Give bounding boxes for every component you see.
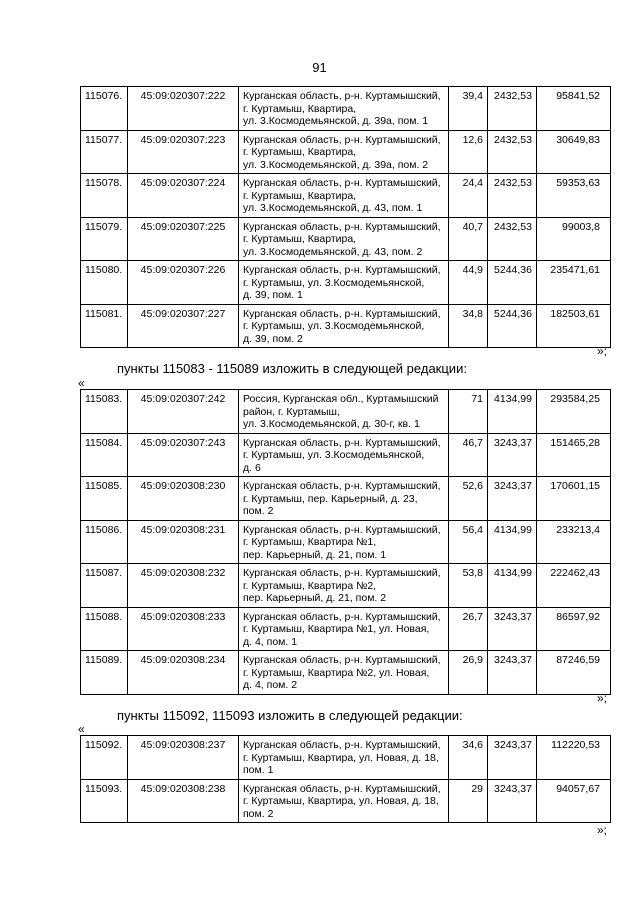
cost-cell: 30649,83 bbox=[537, 130, 611, 174]
rate-cell: 3243,37 bbox=[488, 433, 537, 477]
address-line: д. 6 bbox=[243, 461, 261, 474]
table-row bbox=[81, 87, 611, 131]
cadastral-number-cell: 45:09:020307:227 bbox=[128, 304, 239, 348]
area-cell: 26,7 bbox=[449, 607, 488, 651]
rate-cell: 4134,99 bbox=[488, 390, 537, 434]
address-line: Курганская область, р-н. Куртамышский, bbox=[243, 567, 441, 579]
item-number-cell: 115078. bbox=[81, 174, 128, 218]
address-line: г. Куртамыш, Квартира, ул. Новая, д. 18, bbox=[243, 795, 439, 807]
address-line: Курганская область, р-н. Куртамышский, bbox=[243, 133, 441, 146]
cadastral-number-cell: 45:09:020308:230 bbox=[128, 477, 239, 521]
address-line: г. Куртамыш, Квартира №1, bbox=[243, 536, 377, 548]
address-line: ул. 3.Космодемьянской, д. 43, пом. 2 bbox=[243, 245, 423, 258]
rate-cell: 2432,53 bbox=[488, 217, 537, 261]
address-line: пер. Карьерный, д. 21, пом. 2 bbox=[243, 592, 387, 604]
address-line: Курганская область, р-н. Куртамышский, bbox=[243, 177, 441, 189]
item-number-cell: 115087. bbox=[81, 564, 128, 608]
cost-cell: 151465,28 bbox=[537, 433, 611, 477]
table-row bbox=[81, 477, 611, 521]
item-number-cell: 115079. bbox=[81, 217, 128, 261]
item-number-cell: 115093. bbox=[81, 779, 128, 823]
area-cell: 39,4 bbox=[449, 87, 488, 131]
item-number-cell: 115084. bbox=[81, 433, 128, 477]
address-cell bbox=[239, 520, 449, 564]
address-line: г. Куртамыш, Квартира, bbox=[243, 189, 357, 202]
rate-cell: 2432,53 bbox=[488, 130, 537, 174]
amendment-intro-3: пункты 115092, 115093 изложить в следующей редакции: bbox=[117, 708, 463, 723]
closing-quote-1: »; bbox=[596, 344, 607, 358]
area-cell: 29 bbox=[449, 779, 488, 823]
cost-cell: 94057,67 bbox=[537, 779, 611, 823]
opening-quote-2: « bbox=[78, 376, 85, 390]
address-line: д. 4, пом. 2 bbox=[243, 679, 298, 691]
address-line: пом. 2 bbox=[243, 807, 274, 820]
address-line: пер. Карьерный, д. 21, пом. 1 bbox=[243, 548, 387, 561]
address-line: г. Куртамыш, ул. 3.Космодемьянской, bbox=[243, 449, 425, 461]
address-line: д. 39, пом. 2 bbox=[243, 332, 303, 345]
table-row bbox=[81, 736, 611, 780]
address-line: Курганская область, р-н. Куртамышский, bbox=[243, 523, 441, 536]
item-number-cell: 115083. bbox=[81, 390, 128, 434]
cadastral-number-cell: 45:09:020308:234 bbox=[128, 651, 239, 695]
cadastral-number-cell: 45:09:020308:237 bbox=[128, 736, 239, 780]
address-cell bbox=[239, 564, 449, 608]
cost-cell: 112220,53 bbox=[537, 736, 611, 780]
address-line: д. 39, пом. 1 bbox=[243, 289, 303, 301]
cost-cell: 99003,8 bbox=[537, 217, 611, 261]
item-number-cell: 115076. bbox=[81, 87, 128, 131]
item-number-cell: 115092. bbox=[81, 736, 128, 780]
cadastral-number-cell: 45:09:020307:223 bbox=[128, 130, 239, 174]
cost-cell: 233213,4 bbox=[537, 520, 611, 564]
cost-cell: 222462,43 bbox=[537, 564, 611, 608]
area-cell: 12,6 bbox=[449, 130, 488, 174]
address-line: Курганская область, р-н. Куртамышский, bbox=[243, 739, 441, 751]
rate-cell: 3243,37 bbox=[488, 477, 537, 521]
address-line: пом. 1 bbox=[243, 764, 274, 776]
address-line: Россия, Курганская обл., Куртамышский bbox=[243, 393, 439, 405]
address-cell bbox=[239, 433, 449, 477]
cadastral-number-cell: 45:09:020307:242 bbox=[128, 390, 239, 434]
cadastral-number-cell: 45:09:020307:243 bbox=[128, 433, 239, 477]
address-line: д. 4, пом. 1 bbox=[243, 635, 298, 648]
rate-cell: 3243,37 bbox=[488, 736, 537, 780]
area-cell: 40,7 bbox=[449, 217, 488, 261]
area-cell: 44,9 bbox=[449, 261, 488, 305]
amendment-intro-2: пункты 115083 - 115089 изложить в следующей редакции: bbox=[117, 361, 467, 376]
table-row bbox=[81, 217, 611, 261]
cost-cell: 182503,61 bbox=[537, 304, 611, 348]
cost-cell: 293584,25 bbox=[537, 390, 611, 434]
address-line: Курганская область, р-н. Куртамышский, bbox=[243, 90, 441, 102]
address-line: Курганская область, р-н. Куртамышский, bbox=[243, 480, 441, 492]
address-line: Курганская область, р-н. Куртамышский, bbox=[243, 782, 441, 795]
item-number-cell: 115077. bbox=[81, 130, 128, 174]
cost-cell: 235471,61 bbox=[537, 261, 611, 305]
address-line: Курганская область, р-н. Куртамышский, bbox=[243, 307, 441, 320]
cost-cell: 59353,63 bbox=[537, 174, 611, 218]
address-cell bbox=[239, 607, 449, 651]
address-line: Курганская область, р-н. Куртамышский, bbox=[243, 220, 441, 233]
address-line: Курганская область, р-н. Куртамышский, bbox=[243, 610, 441, 623]
item-number-cell: 115089. bbox=[81, 651, 128, 695]
rate-cell: 2432,53 bbox=[488, 87, 537, 131]
property-table-1 bbox=[80, 86, 611, 348]
address-line: ул. 3.Космодемьянской, д. 39а, пом. 2 bbox=[243, 158, 429, 171]
address-cell bbox=[239, 651, 449, 695]
address-cell bbox=[239, 736, 449, 780]
opening-quote-3: « bbox=[78, 722, 85, 736]
address-line: Курганская область, р-н. Куртамышский, bbox=[243, 264, 441, 276]
address-cell bbox=[239, 779, 449, 823]
closing-quote-3: »; bbox=[596, 823, 607, 837]
area-cell: 34,6 bbox=[449, 736, 488, 780]
rate-cell: 3243,37 bbox=[488, 651, 537, 695]
rate-cell: 5244,36 bbox=[488, 304, 537, 348]
item-number-cell: 115086. bbox=[81, 520, 128, 564]
address-line: ул. 3.Космодемьянской, д. 39а, пом. 1 bbox=[243, 115, 429, 127]
address-line: Курганская область, р-н. Куртамышский, bbox=[243, 654, 441, 666]
cadastral-number-cell: 45:09:020307:226 bbox=[128, 261, 239, 305]
item-number-cell: 115088. bbox=[81, 607, 128, 651]
rate-cell: 3243,37 bbox=[488, 779, 537, 823]
rate-cell: 5244,36 bbox=[488, 261, 537, 305]
table-row bbox=[81, 607, 611, 651]
rate-cell: 3243,37 bbox=[488, 607, 537, 651]
table-row bbox=[81, 174, 611, 218]
table-row bbox=[81, 651, 611, 695]
address-line: г. Куртамыш, пер. Карьерный, д. 23, bbox=[243, 492, 418, 505]
table-row bbox=[81, 564, 611, 608]
cadastral-number-cell: 45:09:020308:232 bbox=[128, 564, 239, 608]
cadastral-number-cell: 45:09:020307:222 bbox=[128, 87, 239, 131]
address-line: ул. 3.Космодемьянской, д. 30-г, кв. 1 bbox=[243, 418, 420, 430]
cost-cell: 87246,59 bbox=[537, 651, 611, 695]
item-number-cell: 115080. bbox=[81, 261, 128, 305]
area-cell: 56,4 bbox=[449, 520, 488, 564]
address-line: пом. 2 bbox=[243, 505, 274, 517]
area-cell: 53,8 bbox=[449, 564, 488, 608]
address-line: ул. 3.Космодемьянской, д. 43, пом. 1 bbox=[243, 202, 423, 214]
address-cell bbox=[239, 304, 449, 348]
property-table-2 bbox=[80, 389, 611, 695]
cost-cell: 170601,15 bbox=[537, 477, 611, 521]
address-cell bbox=[239, 174, 449, 218]
page-number: 91 bbox=[312, 60, 327, 75]
address-line: г. Куртамыш, ул. 3.Космодемьянской, bbox=[243, 320, 425, 332]
area-cell: 24,4 bbox=[449, 174, 488, 218]
area-cell: 34,8 bbox=[449, 304, 488, 348]
cadastral-number-cell: 45:09:020308:231 bbox=[128, 520, 239, 564]
cost-cell: 86597,92 bbox=[537, 607, 611, 651]
address-cell bbox=[239, 261, 449, 305]
area-cell: 46,7 bbox=[449, 433, 488, 477]
area-cell: 52,6 bbox=[449, 477, 488, 521]
address-line: г. Куртамыш, Квартира, bbox=[243, 233, 357, 245]
table-row bbox=[81, 779, 611, 823]
cadastral-number-cell: 45:09:020307:225 bbox=[128, 217, 239, 261]
address-line: район, г. Куртамыш, bbox=[243, 405, 340, 418]
address-line: г. Куртамыш, ул. 3.Космодемьянской, bbox=[243, 276, 425, 289]
area-cell: 26,9 bbox=[449, 651, 488, 695]
address-line: Курганская область, р-н. Куртамышский, bbox=[243, 436, 441, 449]
area-cell: 71 bbox=[449, 390, 488, 434]
item-number-cell: 115081. bbox=[81, 304, 128, 348]
cost-cell: 95841,52 bbox=[537, 87, 611, 131]
address-line: г. Куртамыш, Квартира №2, bbox=[243, 579, 377, 592]
address-line: г. Куртамыш, Квартира, ул. Новая, д. 18, bbox=[243, 751, 439, 764]
closing-quote-2: »; bbox=[596, 691, 607, 705]
address-cell bbox=[239, 87, 449, 131]
address-line: г. Куртамыш, Квартира, bbox=[243, 146, 357, 158]
address-cell bbox=[239, 217, 449, 261]
table-row bbox=[81, 304, 611, 348]
address-line: г. Куртамыш, Квартира №2, ул. Новая, bbox=[243, 666, 430, 679]
table-row bbox=[81, 520, 611, 564]
address-cell bbox=[239, 390, 449, 434]
cadastral-number-cell: 45:09:020308:238 bbox=[128, 779, 239, 823]
rate-cell: 4134,99 bbox=[488, 520, 537, 564]
cadastral-number-cell: 45:09:020308:233 bbox=[128, 607, 239, 651]
table-row bbox=[81, 390, 611, 434]
address-line: г. Куртамыш, Квартира №1, ул. Новая, bbox=[243, 623, 430, 635]
table-row bbox=[81, 433, 611, 477]
table-row bbox=[81, 261, 611, 305]
address-line: г. Куртамыш, Квартира, bbox=[243, 102, 357, 115]
cadastral-number-cell: 45:09:020307:224 bbox=[128, 174, 239, 218]
item-number-cell: 115085. bbox=[81, 477, 128, 521]
rate-cell: 4134,99 bbox=[488, 564, 537, 608]
address-cell bbox=[239, 130, 449, 174]
address-cell bbox=[239, 477, 449, 521]
property-table-3 bbox=[80, 735, 611, 823]
table-row bbox=[81, 130, 611, 174]
rate-cell: 2432,53 bbox=[488, 174, 537, 218]
